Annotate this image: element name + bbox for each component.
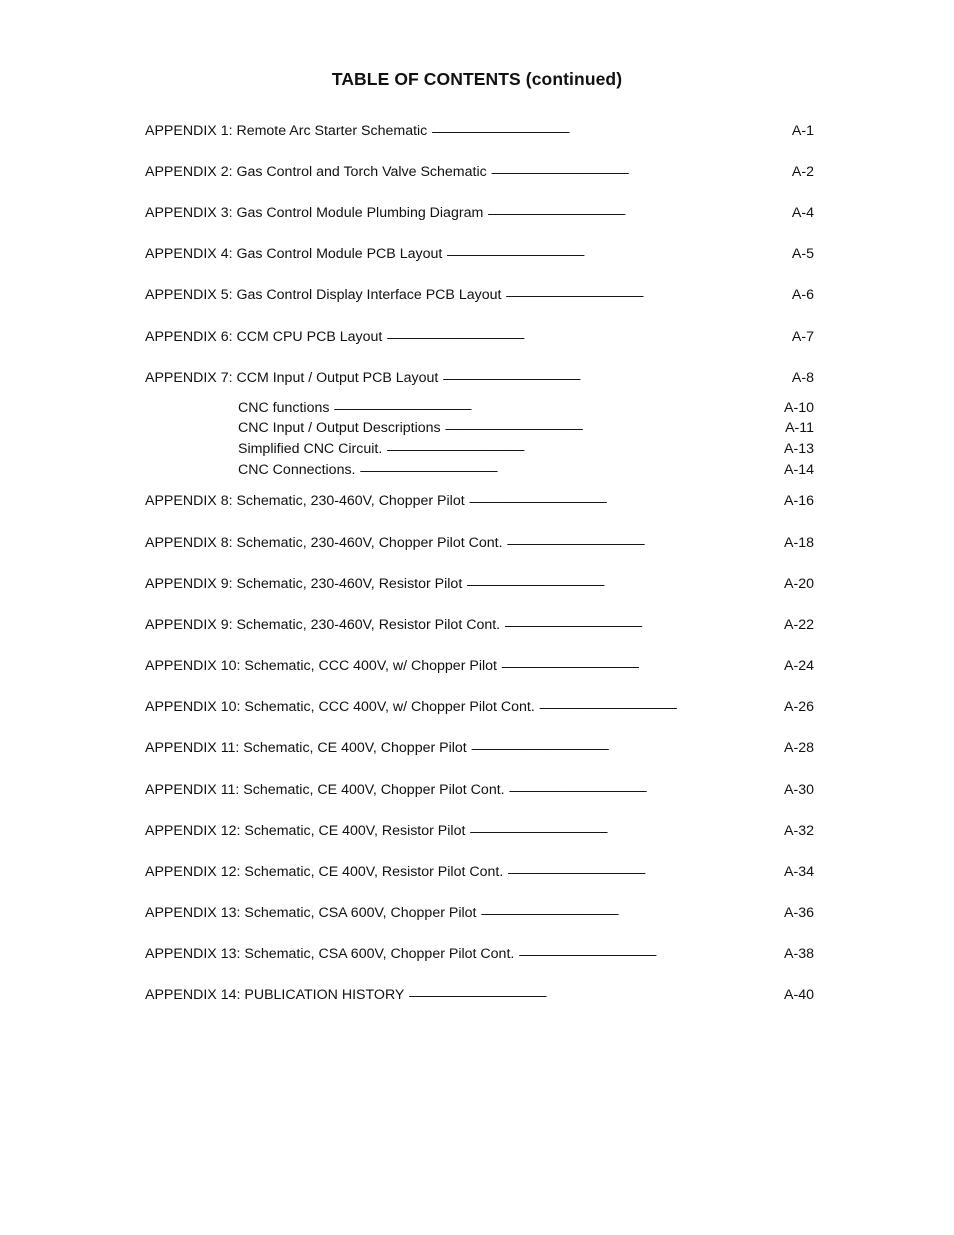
toc-entry-page: A-8 <box>791 370 814 386</box>
toc-entry-page: A-2 <box>791 164 814 180</box>
toc-entry-appendix-8-cont[interactable] <box>145 533 814 552</box>
toc-entry-page: A-7 <box>791 329 814 345</box>
dot-leader <box>507 862 780 876</box>
dot-leader <box>480 903 780 917</box>
toc-entry-page: A-16 <box>784 493 814 509</box>
toc-subentry-cnc-functions[interactable] <box>238 398 814 417</box>
dot-leader <box>487 203 788 217</box>
toc-entry-appendix-2[interactable] <box>145 162 814 181</box>
toc-entry-label: APPENDIX 13: Schematic, CSA 600V, Chopper Pilot <box>145 905 477 921</box>
toc-entry-label: APPENDIX 13: Schematic, CSA 600V, Chopper Pilot Cont. <box>145 946 515 962</box>
toc-entry-label: APPENDIX 8: Schematic, 230-460V, Chopper Pilot <box>145 493 465 509</box>
toc-entry-label: APPENDIX 6: CCM CPU PCB Layout <box>145 329 383 345</box>
toc-entry-appendix-9[interactable] <box>145 574 814 593</box>
dot-leader <box>501 656 780 670</box>
toc-entry-page: A-24 <box>784 658 814 674</box>
dot-leader <box>539 697 780 711</box>
toc-entry-page: A-5 <box>791 246 814 262</box>
toc-entry-label: APPENDIX 3: Gas Control Module Plumbing Diagram <box>145 205 484 221</box>
toc-entry-label: APPENDIX 14: PUBLICATION HISTORY <box>145 987 405 1003</box>
toc-entry-page: A-4 <box>791 205 814 221</box>
toc-entry-appendix-14[interactable] <box>145 985 814 1004</box>
toc-entry-appendix-5[interactable] <box>145 285 814 304</box>
toc-entry-label: CNC Input / Output Descriptions <box>238 420 441 436</box>
toc-entry-label: APPENDIX 11: Schematic, CE 400V, Chopper Pilot Cont. <box>145 782 505 798</box>
toc-entry-label: APPENDIX 9: Schematic, 230-460V, Resistor Pilot Cont. <box>145 617 501 633</box>
toc-entry-appendix-10[interactable] <box>145 656 814 675</box>
dot-leader <box>469 491 780 505</box>
toc-entry-page: A-14 <box>784 462 814 478</box>
toc-entry-label: APPENDIX 9: Schematic, 230-460V, Resistor Pilot <box>145 576 463 592</box>
toc-entry-appendix-11-cont[interactable] <box>145 780 814 799</box>
dot-leader <box>505 285 788 299</box>
toc-entry-appendix-12-cont[interactable] <box>145 862 814 881</box>
toc-entry-label: APPENDIX 4: Gas Control Module PCB Layout <box>145 246 443 262</box>
toc-entry-appendix-8[interactable] <box>145 491 814 510</box>
dot-leader <box>518 944 780 958</box>
dot-leader <box>408 985 780 999</box>
toc-entry-appendix-6[interactable] <box>145 327 814 346</box>
toc-subentry-cnc-io-descriptions[interactable] <box>238 418 814 437</box>
toc-entry-label: APPENDIX 11: Schematic, CE 400V, Chopper Pilot <box>145 740 467 756</box>
toc-entry-label: CNC functions <box>238 400 330 416</box>
dot-leader <box>466 574 780 588</box>
toc-entry-page: A-26 <box>784 699 814 715</box>
dot-leader <box>445 418 781 432</box>
toc-entry-page: A-11 <box>785 420 814 436</box>
dot-leader <box>491 162 788 176</box>
toc-entry-page: A-10 <box>784 400 814 416</box>
toc-entry-page: A-30 <box>784 782 814 798</box>
toc-entry-page: A-6 <box>791 287 814 303</box>
toc-entry-appendix-1[interactable] <box>145 121 814 140</box>
dot-leader <box>333 398 780 412</box>
toc-entry-page: A-36 <box>784 905 814 921</box>
dot-leader <box>504 615 780 629</box>
toc-entry-appendix-3[interactable] <box>145 203 814 222</box>
dot-leader <box>471 738 780 752</box>
toc-entry-label: APPENDIX 8: Schematic, 230-460V, Chopper Pilot Cont. <box>145 535 503 551</box>
toc-entry-label: Simplified CNC Circuit. <box>238 441 383 457</box>
toc-entry-appendix-12[interactable] <box>145 821 814 840</box>
toc-entry-label: APPENDIX 5: Gas Control Display Interface PCB Layout <box>145 287 502 303</box>
dot-leader <box>442 368 788 382</box>
toc-entry-label: CNC Connections. <box>238 462 356 478</box>
toc-entry-page: A-13 <box>784 441 814 457</box>
dot-leader <box>507 533 781 547</box>
toc-entry-label: APPENDIX 2: Gas Control and Torch Valve Schematic <box>145 164 487 180</box>
toc-entry-appendix-4[interactable] <box>145 244 814 263</box>
toc-entry-page: A-18 <box>784 535 814 551</box>
dot-leader <box>509 780 780 794</box>
dot-leader <box>386 439 780 453</box>
toc-subentry-cnc-connections[interactable] <box>238 460 814 479</box>
dot-leader <box>446 244 788 258</box>
toc-subentry-simplified-cnc-circuit[interactable] <box>238 439 814 458</box>
toc-entry-page: A-22 <box>784 617 814 633</box>
toc-entry-page: A-32 <box>784 823 814 839</box>
toc-entry-appendix-11[interactable] <box>145 738 814 757</box>
toc-entry-label: APPENDIX 12: Schematic, CE 400V, Resistor Pilot <box>145 823 466 839</box>
toc-entry-page: A-20 <box>784 576 814 592</box>
dot-leader <box>360 460 781 474</box>
dot-leader <box>386 327 788 341</box>
toc-entry-appendix-7[interactable] <box>145 368 814 387</box>
toc-entry-page: A-38 <box>784 946 814 962</box>
page-title: TABLE OF CONTENTS (continued) <box>331 69 623 89</box>
toc-entry-appendix-9-cont[interactable] <box>145 615 814 634</box>
toc-entry-page: A-28 <box>784 740 814 756</box>
toc-entry-appendix-13-cont[interactable] <box>145 944 814 963</box>
dot-leader <box>431 121 788 135</box>
toc-entry-label: APPENDIX 10: Schematic, CCC 400V, w/ Chopper Pilot <box>145 658 497 674</box>
toc-entry-label: APPENDIX 10: Schematic, CCC 400V, w/ Chopper Pilot Cont. <box>145 699 535 715</box>
dot-leader <box>469 821 780 835</box>
toc-entry-label: APPENDIX 1: Remote Arc Starter Schematic <box>145 123 428 139</box>
toc-entry-label: APPENDIX 12: Schematic, CE 400V, Resistor Pilot Cont. <box>145 864 504 880</box>
toc-entry-page: A-34 <box>784 864 814 880</box>
toc-entry-appendix-10-cont[interactable] <box>145 697 814 716</box>
toc-entry-page: A-1 <box>791 123 814 139</box>
toc-entry-appendix-13[interactable] <box>145 903 814 922</box>
toc-entry-label: APPENDIX 7: CCM Input / Output PCB Layout <box>145 370 439 386</box>
toc-entry-page: A-40 <box>784 987 814 1003</box>
